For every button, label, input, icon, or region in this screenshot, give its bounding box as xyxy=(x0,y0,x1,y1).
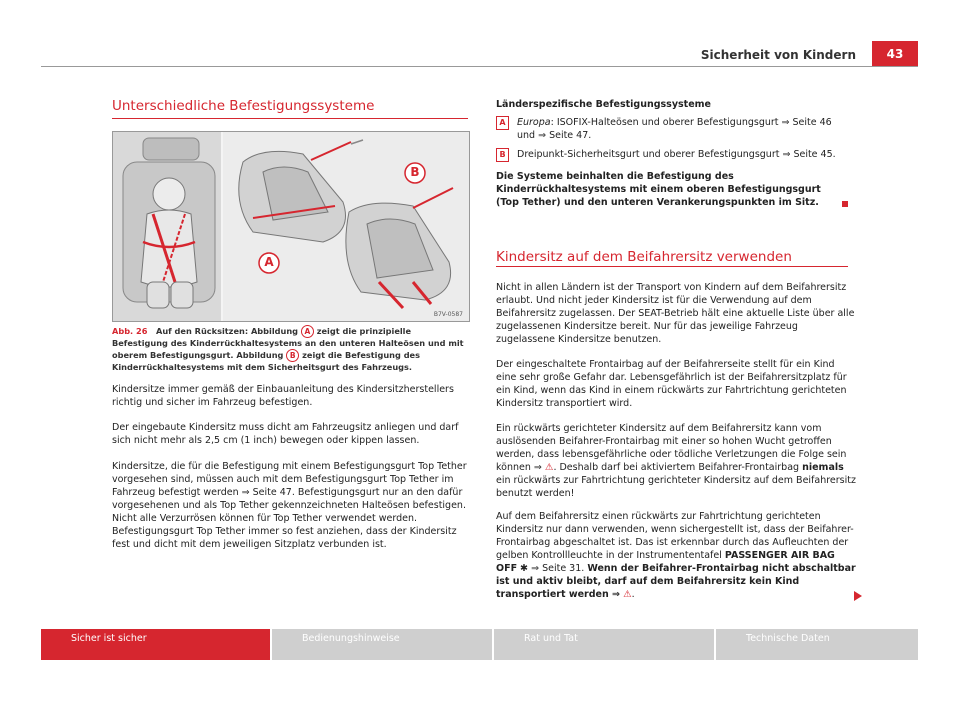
caption-part1: Auf den Rücksitzen: Abbildung xyxy=(155,326,299,336)
item-b-label: B xyxy=(496,148,509,162)
airbag-indicator-label: PASSENGER AIR BAG OFF xyxy=(496,550,835,574)
countries-heading: Länderspezifische Befestigungssysteme xyxy=(496,99,712,110)
figure-label-b: B xyxy=(410,165,420,179)
p4-emphasis: Wenn der Beifahrer-Frontairbag nicht abschaltbar ist und aktiv bleibt, darf auf dem Beifahrersitz kein Kind transportiert werden ⇒ xyxy=(496,563,856,600)
airbag-indicator-icon: ✱ xyxy=(520,563,529,574)
left-paragraph-2: Der eingebaute Kindersitz muss dicht am Fahrzeugsitz anliegen und darf sich nicht mehr als 2,5 cm (1 inch) bewegen oder kippen lassen. xyxy=(112,422,459,446)
caption-ref-b: B xyxy=(286,349,299,362)
figure-child-seat-mounting xyxy=(112,131,470,322)
right-paragraph-2: Der eingeschaltete Frontairbag auf der Beifahrerseite stellt für ein Kind eine sehr große Gefahr dar. Lebensgefährlich ist der Beifahrersitzplatz für ein Kind, wenn das Kind in einem rückwärts zur Fahrtrichtung gerichteten Kindersitz transportiert wird. xyxy=(496,359,847,409)
warning-icon: ⚠ xyxy=(544,462,554,473)
footer-tab-sicher-ist-sicher[interactable]: Sicher ist sicher xyxy=(41,629,270,660)
item-a-description: : ISOFIX-Halteösen und oberer Befestigungsgurt ⇒ Seite 46 und ⇒ Seite 47. xyxy=(517,117,832,141)
left-paragraph-1: Kindersitze immer gemäß der Einbauanleitung des Kindersitzherstellers richtig und sicher im Fahrzeug befestigen. xyxy=(112,384,454,408)
item-b-text: Dreipunkt-Sicherheitsgurt und oberer Befestigungsgurt ⇒ Seite 45. xyxy=(517,149,836,160)
right-paragraph-3 xyxy=(496,422,856,500)
systems-note: Die Systeme beinhalten die Befestigung des Kinderrückhaltesystems mit einem oberen Befestigungsgurt (Top Tether) und den unteren Verankerungspunkten im Sitz. xyxy=(496,171,821,208)
p3-emphasis: niemals xyxy=(802,462,844,473)
heading2-underline xyxy=(496,266,848,267)
caption-prefix: Abb. 26 xyxy=(112,326,148,336)
p4-part-b: ⇒ Seite 31. xyxy=(531,563,585,574)
item-a-region: Europa xyxy=(517,117,551,128)
figure-label-a: A xyxy=(264,255,274,269)
section-heading-befestigungssysteme: Unterschiedliche Befestigungssysteme xyxy=(112,98,375,114)
footer-nav xyxy=(41,629,918,660)
header-divider xyxy=(41,66,918,67)
p4-part-a: Auf dem Beifahrersitz einen rückwärts zur Fahrtrichtung gerichteten Kindersitz nur dann verwenden, wenn sichergestellt ist, dass der Beifahrer-Frontairbag abgeschaltet ist. Das ist erkennbar durch das Aufleuchten der gelben Kontrollleuchte in der Instrumententafel xyxy=(496,511,854,561)
section-heading-beifahrersitz: Kindersitz auf dem Beifahrersitz verwenden xyxy=(496,249,792,265)
p3-part-b: . Deshalb darf bei aktiviertem Beifahrer-Frontairbag xyxy=(553,462,800,473)
footer-tab-technische-daten[interactable]: Technische Daten xyxy=(716,629,918,660)
warning-icon-2: ⚠ xyxy=(623,589,632,600)
p3-part-c: ein rückwärts zur Fahrtrichtung gerichteter Kindersitz auf dem Beifahrersitz benutzt werden! xyxy=(496,475,856,499)
figure-caption xyxy=(112,325,468,373)
right-paragraph-1: Nicht in allen Ländern ist der Transport von Kindern auf dem Beifahrersitz erlaubt. Und nicht jeder Kindersitz ist für die Verwendung auf dem Beifahrersitz zugelassen. Der SEAT-Betrieb hält eine aktuelle Liste über alle zugelassenen Kindersitze bereit. Nur für das jeweilige Fahrzeug zugelassene Kindersitze benutzen. xyxy=(496,282,855,345)
heading-underline xyxy=(112,118,468,119)
item-a-label: A xyxy=(496,116,509,130)
right-paragraph-4: Auf dem Beifahrersitz einen rückwärts zur Fahrtrichtung gerichteten Kindersitz nur dann verwenden, wenn sichergestellt ist, dass der Beifahrer-Frontairbag abgeschaltet ist. Das ist erkennbar durch das Aufleuchten der gelben Kontrollleuchte in der Instrumententafel PASSENGER AIR BAG OFF ✱ ⇒ Seite 31. Wenn der Beifahrer-Frontairbag nicht abschaltbar ist und aktiv bleibt, darf auf dem Beifahrersitz kein Kind transportiert werden ⇒ ⚠. xyxy=(496,511,856,600)
child-seat-illustration xyxy=(113,132,469,321)
footer-tab-rat-und-tat[interactable]: Rat und Tat xyxy=(494,629,714,660)
p3-part-a: Ein rückwärts gerichteter Kindersitz auf dem Beifahrersitz kann vom auslösenden Beifahrer-Frontairbag mit einer so hohen Wucht getroffen werden, dass lebensgefährliche oder tödliche Verletzungen die Folge sein können ⇒ xyxy=(496,423,847,473)
continue-arrow-icon xyxy=(854,591,862,601)
figure-code: B7V-0587 xyxy=(433,311,463,318)
footer-tab-bedienungshinweise[interactable]: Bedienungshinweise xyxy=(272,629,492,660)
caption-ref-a: A xyxy=(301,325,314,338)
caption-part2: zeigt die prinzipielle Befestigung des Kinderrückhaltesystems an den unteren Halteösen und mit oberem Befestigungsgurt. Abbildung xyxy=(112,326,464,361)
section-end-marker xyxy=(842,201,848,207)
item-a-text xyxy=(517,116,837,142)
running-header: Sicherheit von Kindern xyxy=(700,48,856,62)
left-paragraph-3: Kindersitze, die für die Befestigung mit einem Befestigungsgurt Top Tether vorgesehen sind, müssen auch mit dem Befestigungsgurt Top Tether im Fahrzeug befestigt werden ⇒ Seite 47. Befestigungsgurt nur an den dafür vorgesehenen und als Top Tether gekennzeichneten Halteösen befestigen. Nicht alle Verzurrösen können für Top Tether verwendet werden. Befestigungsgurt Top Tether immer so fest anziehen, dass der Kindersitz fest und dicht mit dem jeweiligen Sitzplatz verbunden ist. xyxy=(112,461,467,550)
caption-part3: zeigt die Befestigung des Kinderrückhaltesystems mit dem Sicherheitsgurt des Fahrzeugs. xyxy=(112,350,420,373)
page-number: 43 xyxy=(872,41,918,67)
